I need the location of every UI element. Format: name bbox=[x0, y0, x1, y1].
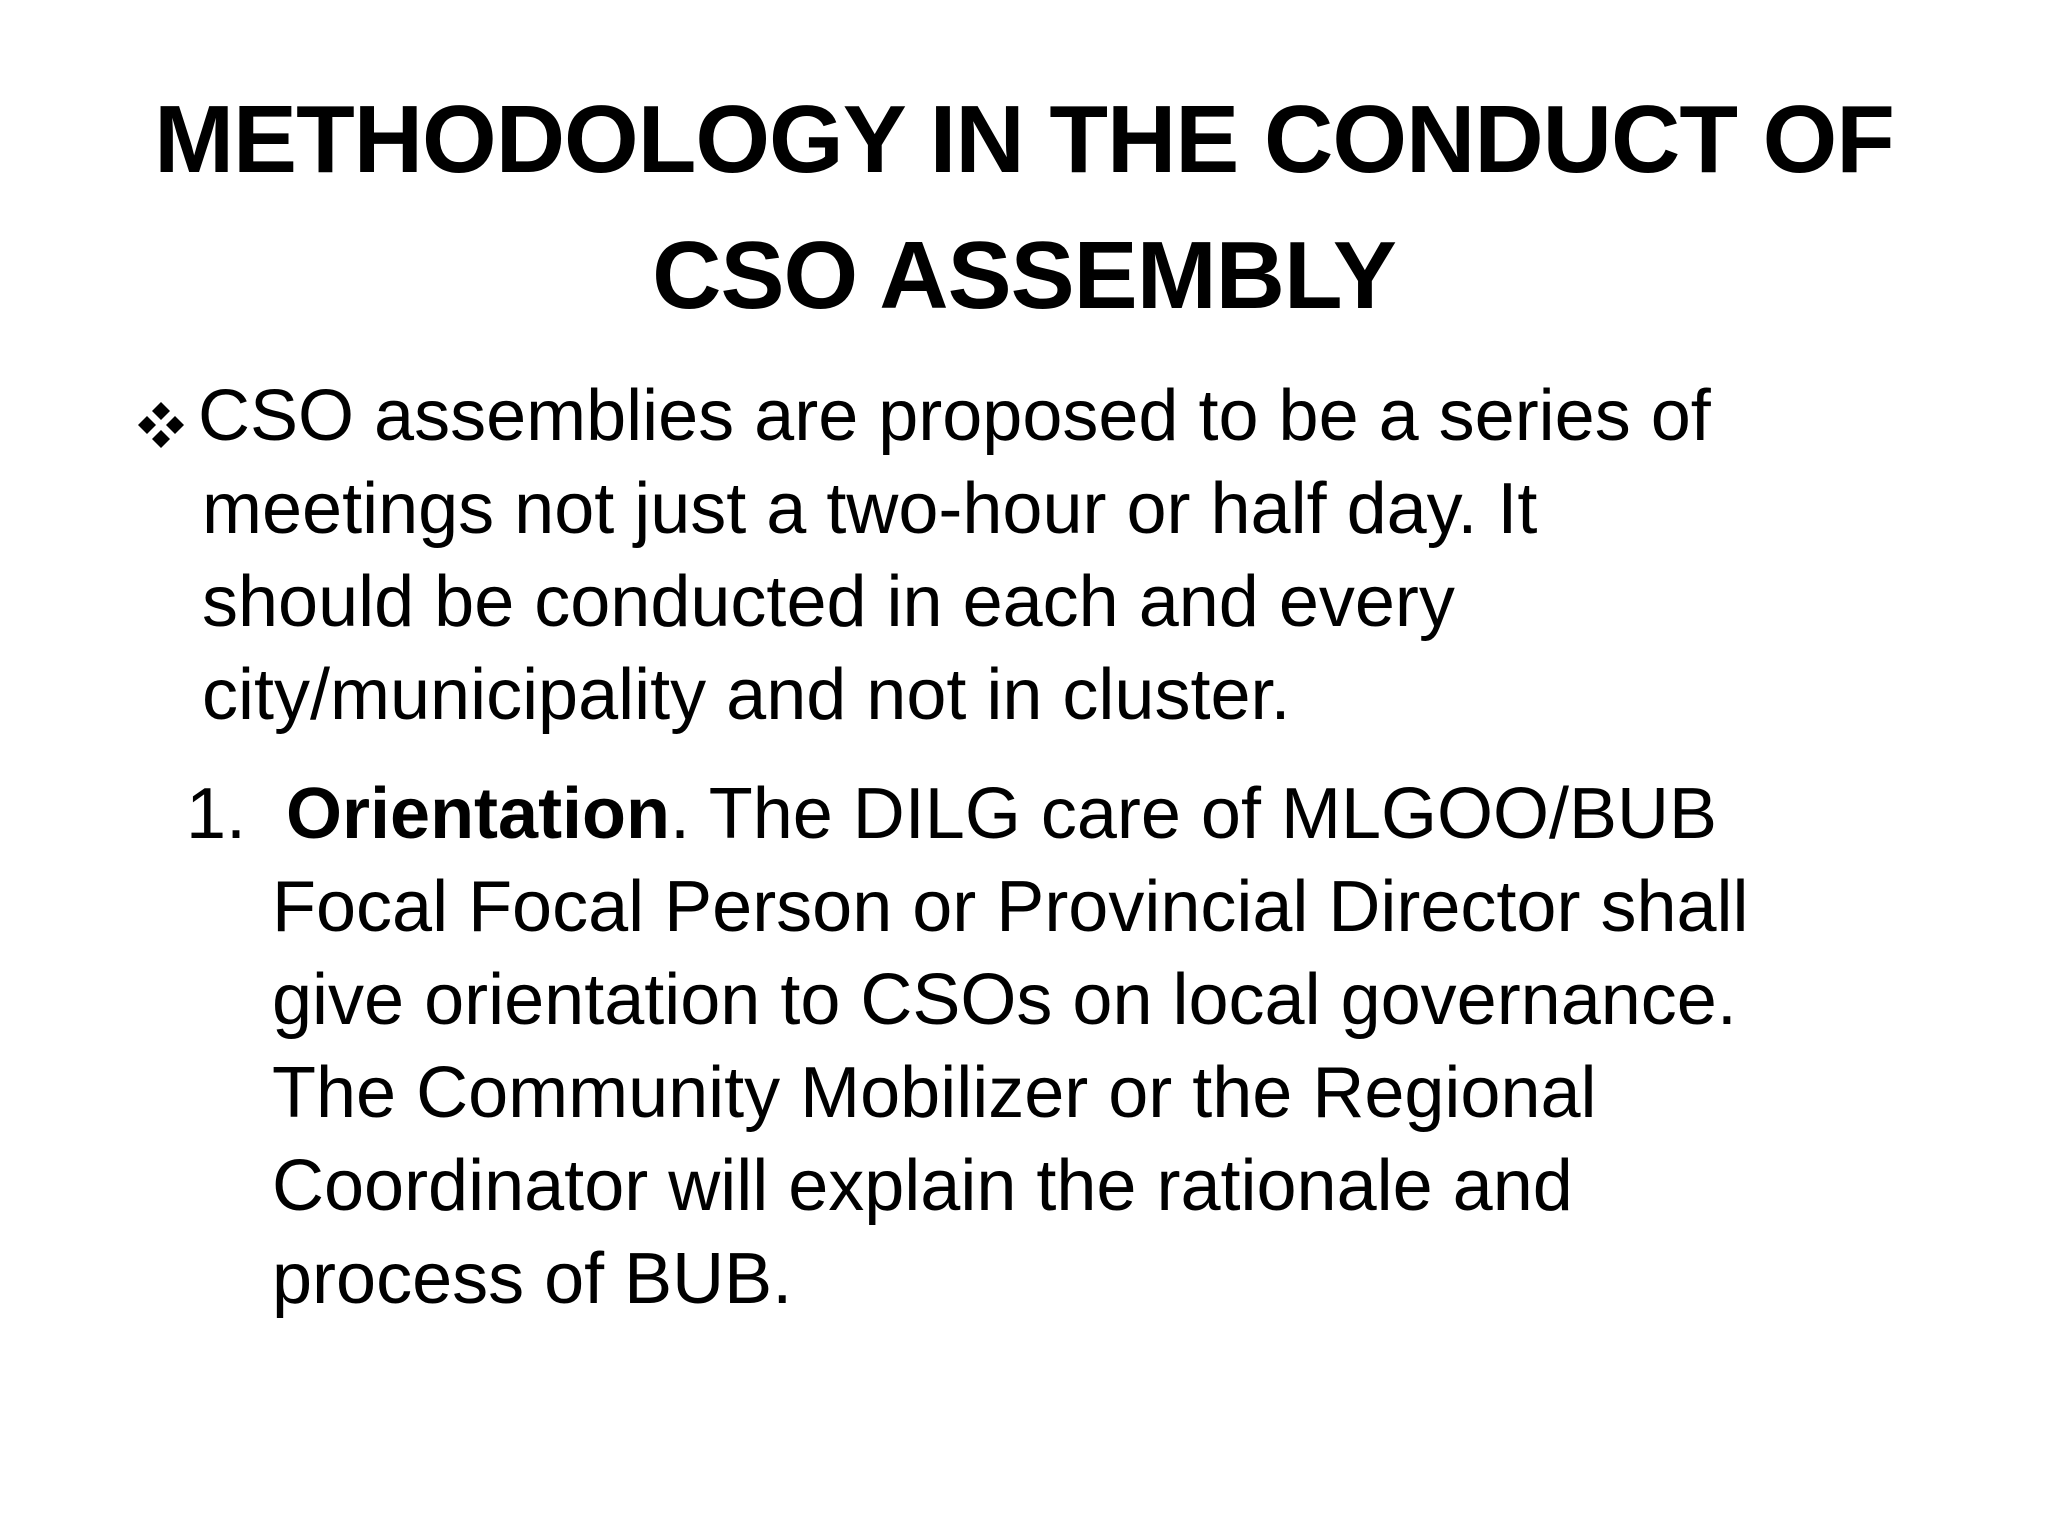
numbered-item-first-line bbox=[186, 768, 1986, 861]
numbered-item-line-6: process of BUB. bbox=[272, 1239, 793, 1319]
bullet-item bbox=[136, 370, 1936, 742]
bullet-line-4: city/municipality and not in cluster. bbox=[202, 655, 1291, 735]
bullet-paragraph bbox=[136, 370, 1936, 742]
bullet-line-2: meetings not just a two-hour or half day. It bbox=[202, 469, 1538, 549]
four-diamond-bullet-icon bbox=[136, 380, 186, 430]
bullet-line-3: should be conducted in each and every bbox=[202, 562, 1455, 642]
numbered-item-term: Orientation bbox=[286, 774, 671, 854]
bullet-line-1: CSO assemblies are proposed to be a series of bbox=[198, 376, 1711, 456]
slide-title-line-1: METHODOLOGY IN THE CONDUCT OF bbox=[154, 86, 1894, 193]
numbered-item-first-line-text: . The DILG care of MLGOO/BUB bbox=[670, 774, 1718, 854]
numbered-item-line-5: Coordinator will explain the rationale and bbox=[272, 1146, 1573, 1226]
numbered-item-line-3: give orientation to CSOs on local governance. bbox=[272, 960, 1737, 1040]
numbered-item-1 bbox=[186, 768, 1986, 1326]
numbered-item-line-2: Focal Focal Person or Provincial Director shall bbox=[272, 867, 1749, 947]
slide-title bbox=[100, 72, 1948, 344]
numbered-item-line-4: The Community Mobilizer or the Regional bbox=[272, 1053, 1597, 1133]
numbered-list bbox=[186, 768, 1986, 1326]
slide-title-line-2: CSO ASSEMBLY bbox=[652, 222, 1396, 329]
list-number: 1. bbox=[186, 774, 247, 854]
